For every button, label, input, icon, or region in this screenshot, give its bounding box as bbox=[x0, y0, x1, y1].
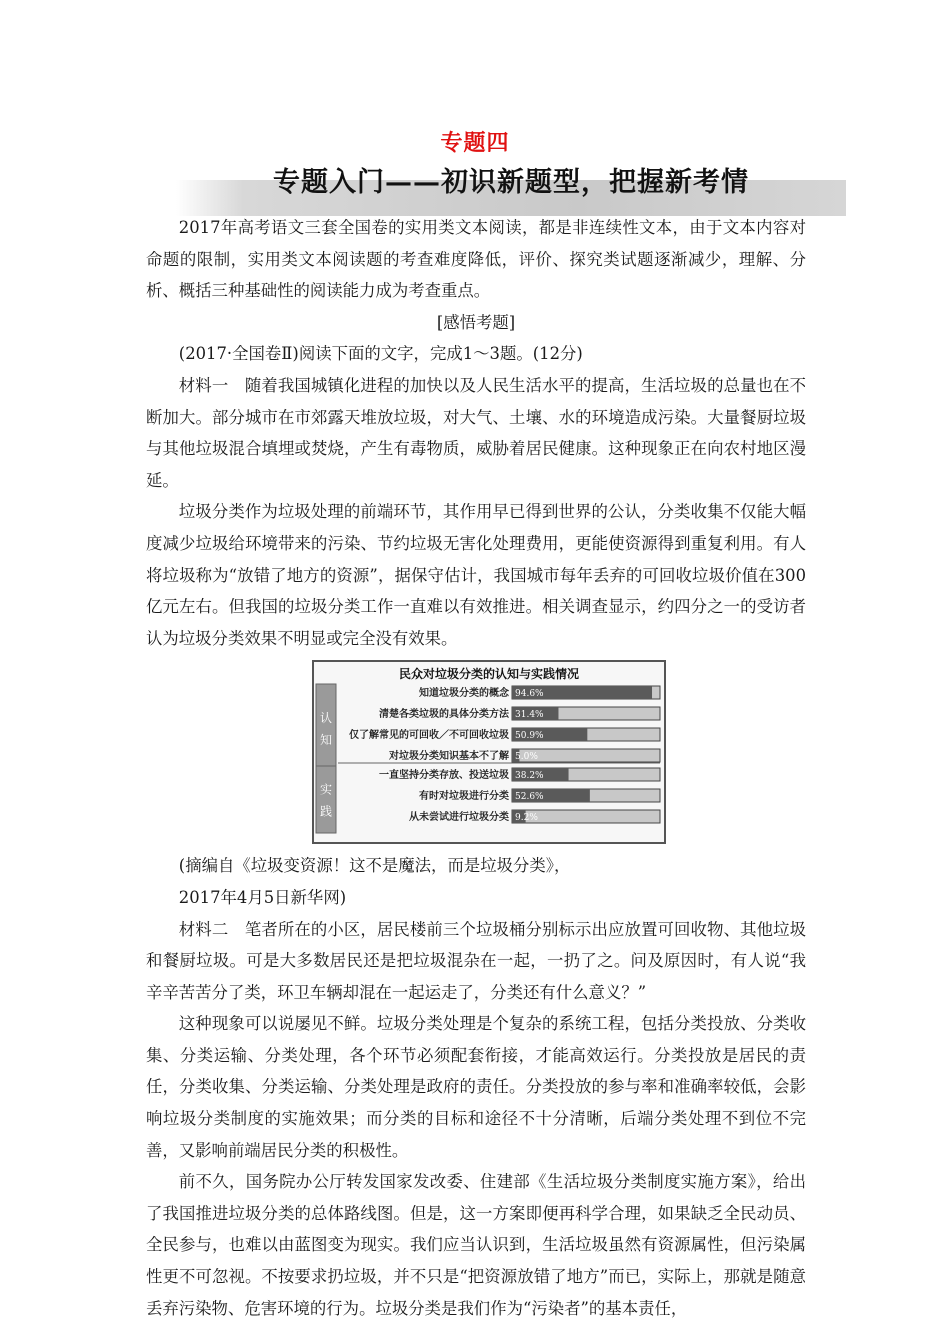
question-line: (2017·全国卷Ⅱ)阅读下面的文字，完成1～3题。(12分) bbox=[178, 344, 583, 364]
chart-container bbox=[146, 660, 806, 846]
data-label: 5.0% bbox=[515, 752, 538, 763]
data-label: 52.6% bbox=[515, 792, 544, 803]
survey-chart bbox=[312, 660, 666, 844]
category-label: 一直坚持分类存放、投送垃圾 bbox=[379, 770, 509, 782]
data-label: 38.2% bbox=[515, 771, 544, 782]
chart-svg bbox=[314, 662, 664, 842]
category-label: 有时对垃圾进行分类 bbox=[419, 791, 509, 803]
data-label: 9.2% bbox=[515, 813, 538, 824]
category-label: 知道垃圾分类的概念 bbox=[419, 688, 509, 700]
group-label-box bbox=[316, 766, 336, 833]
source-line-1: (摘编自《垃圾变资源！这不是魔法，而是垃圾分类》， bbox=[178, 856, 571, 876]
category-label: 仅了解常见的可回收／不可回收垃圾 bbox=[349, 730, 509, 742]
category-label: 对垃圾分类知识基本不了解 bbox=[389, 751, 509, 763]
data-label: 94.6% bbox=[515, 689, 544, 700]
group-label-box bbox=[316, 684, 336, 772]
group-label-char: 实 bbox=[319, 782, 333, 797]
category-label: 从未尝试进行垃圾分类 bbox=[409, 812, 509, 824]
data-label: 31.4% bbox=[515, 710, 544, 721]
material-two-paragraph-1: 材料二 笔者所在的小区，居民楼前三个垃圾桶分别标示出应放置可回收物、其他垃圾和餐厨垃圾。可是大多数居民还是把垃圾混杂在一起，一扔了之。问及原因时，有人说“我辛辛苦苦分了类，环卫车辆却混在一起运走了，分类还有什么意义？” bbox=[146, 919, 806, 1002]
material-one-paragraph-1: 材料一 随着我国城镇化进程的加快以及人民生活水平的提高，生活垃圾的总量也在不断加大。部分城市在市郊露天堆放垃圾，对大气、土壤、水的环境造成污染。大量餐厨垃圾与其他垃圾混合填埋或焚烧，产生有毒物质，威胁着居民健康。这种现象正在向农村地区漫延。 bbox=[146, 375, 806, 490]
data-label: 50.9% bbox=[515, 731, 544, 742]
chart-title: 民众对垃圾分类的认知与实践情况 bbox=[398, 667, 580, 682]
section-label: [感悟考题] bbox=[436, 312, 516, 332]
material-two-paragraph-3: 前不久，国务院办公厅转发国家发改委、住建部《生活垃圾分类制度实施方案》，给出了我国推进垃圾分类的总体路线图。但是，这一方案即便再科学合理，如果缺乏全民动员、全民参与，也难以由蓝图变为现实。我们应当认识到，生活垃圾虽然有资源属性，但污染属性更不可忽视。不按要求扔垃圾，并不只是“把资源放错了地方”而已，实际上，那就是随意丢弃污染物、危害环境的行为。垃圾分类是我们作为“污染者”的基本责任， bbox=[146, 1172, 806, 1318]
source-line-2: 2017年4月5日新华网) bbox=[178, 887, 347, 907]
group-label-char: 践 bbox=[319, 804, 333, 819]
category-label: 清楚各类垃圾的具体分类方法 bbox=[379, 709, 509, 721]
material-one-paragraph-2: 垃圾分类作为垃圾处理的前端环节，其作用早已得到世界的公认，分类收集不仅能大幅度减少垃圾给环境带来的污染、节约垃圾无害化处理费用，更能使资源得到重复利用。有人将垃圾称为“放错了地方的资源”，据保守估计，我国城市每年丢弃的可回收垃圾价值在300亿元左右。但我国的垃圾分类工作一直难以有效推进。相关调查显示，约四分之一的受访者认为垃圾分类效果不明显或完全没有效果。 bbox=[146, 502, 806, 648]
topic-title: 专题四 bbox=[440, 130, 510, 156]
article-body bbox=[146, 212, 806, 1324]
subtitle: 专题入门——初识新题型，把握新考情 bbox=[273, 167, 749, 198]
group-label-char: 认 bbox=[319, 711, 333, 726]
intro-paragraph: 2017年高考语文三套全国卷的实用类文本阅读，都是非连续性文本，由于文本内容对命题的限制，实用类文本阅读题的考查难度降低，评价、探究类试题逐渐减少，理解、分析、概括三种基础性的阅读能力成为考查重点。 bbox=[146, 218, 806, 301]
material-two-paragraph-2: 这种现象可以说屡见不鲜。垃圾分类处理是个复杂的系统工程，包括分类投放、分类收集、分类运输、分类处理，各个环节必须配套衔接，才能高效运行。分类投放是居民的责任，分类收集、分类运输、分类处理是政府的责任。分类投放的参与率和准确率较低，会影响垃圾分类制度的实施效果；而分类的目标和途径不十分清晰，后端分类处理不到位不完善，又影响前端居民分类的积极性。 bbox=[146, 1014, 806, 1160]
group-label-char: 知 bbox=[319, 733, 333, 748]
